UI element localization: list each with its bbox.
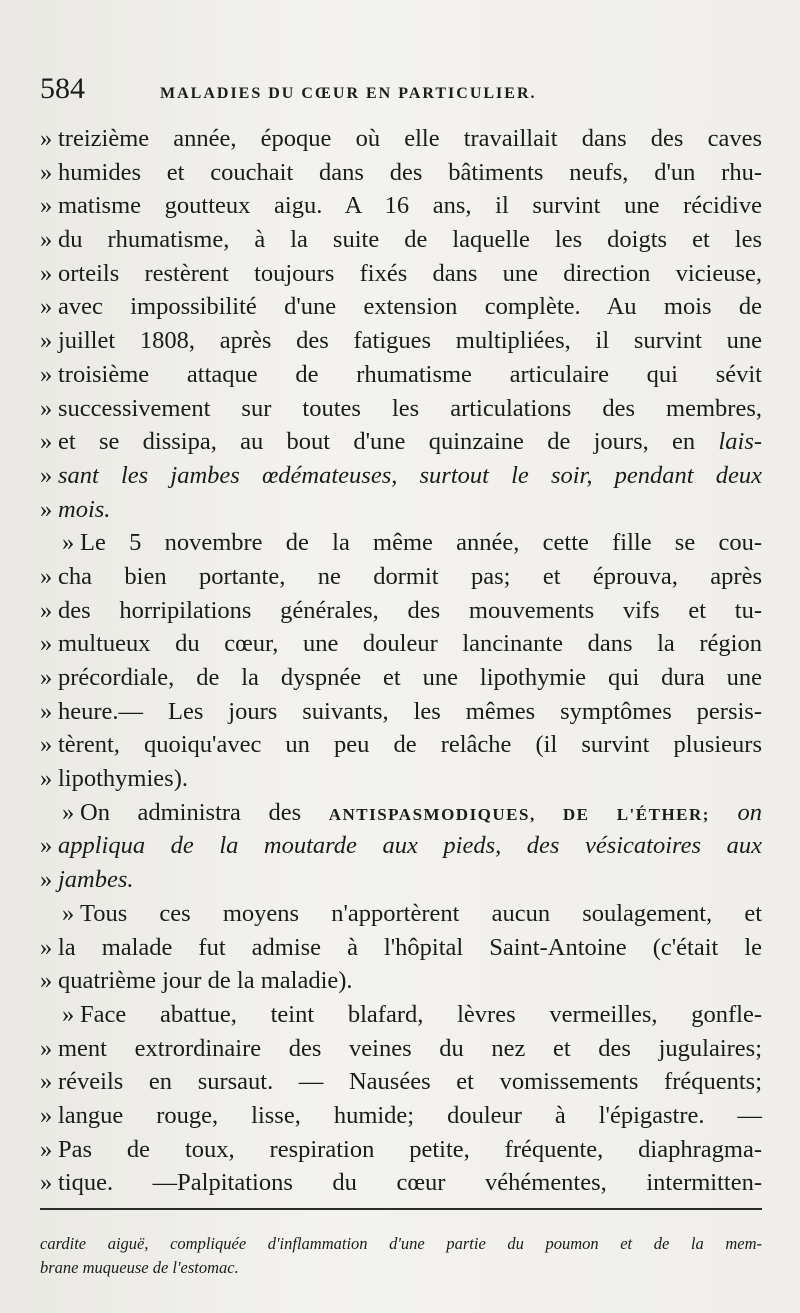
body-text [40,122,762,1200]
text-line: » cha bien portante, ne dormit pas; et éprouva, après [40,560,762,594]
quote-mark: » [40,697,53,725]
quote-mark: » [40,192,53,220]
quote-mark: » [40,394,53,422]
quote-mark: » [40,967,53,995]
quote-mark: » [40,933,53,961]
quote-mark: » [40,428,53,456]
text-line: » orteils restèrent toujours fixés dans une direction vicieuse, [40,257,762,291]
quote-mark: » [40,293,53,321]
footnote-divider [40,1208,762,1210]
text-line: » multueux du cœur, une douleur lancinante dans la région [40,627,762,661]
text-line: » heure.— Les jours suivants, les mêmes symptômes persis- [40,695,762,729]
text-line: » jambes. [40,863,762,897]
quote-mark: » [62,529,75,557]
footnote [40,1232,762,1280]
quote-mark: » [40,1034,53,1062]
quote-mark: » [40,1101,53,1129]
text-line: » lipothymies). [40,762,762,796]
text-line: » ment extrordinaire des veines du nez et des jugulaires; [40,1032,762,1066]
text-line: » langue rouge, lisse, humide; douleur à l'épigastre. — [40,1099,762,1133]
quote-mark: » [40,832,53,860]
quote-mark: » [40,596,53,624]
text-line: » On administra des ANTISPASMODIQUES, DE L'ÉTHER; on [40,796,762,830]
quote-mark: » [40,461,53,489]
text-line: » réveils en sursaut. — Nausées et vomissements fréquents; [40,1065,762,1099]
text-line: » tique. —Palpitations du cœur véhémentes, intermitten- [40,1166,762,1200]
text-line: » avec impossibilité d'une extension complète. Au mois de [40,290,762,324]
quote-mark: » [40,866,53,894]
text-line: » Face abattue, teint blafard, lèvres vermeilles, gonfle- [40,998,762,1032]
text-line: » juillet 1808, après des fatigues multipliées, il survint une [40,324,762,358]
text-line: » humides et couchait dans des bâtiments neufs, d'un rhu- [40,156,762,190]
quote-mark: » [40,226,53,254]
quote-mark: » [40,664,53,691]
footnote-line: brane muqueuse de l'estomac. [40,1258,239,1277]
page-number: 584 [40,72,85,105]
quote-mark: » [62,1000,75,1028]
page-header [40,72,762,122]
quote-mark: » [40,495,53,523]
text-line: » Pas de toux, respiration petite, fréquente, diaphragma- [40,1133,762,1167]
text-line: » appliqua de la moutarde aux pieds, des vésicatoires aux [40,829,762,863]
text-line: » des horripilations générales, des mouvements vifs et tu- [40,594,762,628]
text-line: » Le 5 novembre de la même année, cette fille se cou- [40,526,762,560]
footnote-line: cardite aiguë, compliquée d'inflammation d'une partie du poumon et de la mem- [40,1234,762,1253]
quote-mark: » [40,1135,53,1163]
quote-mark: » [40,327,53,355]
text-line: » matisme goutteux aigu. A 16 ans, il survint une récidive [40,189,762,223]
text-line: » précordiale, de la dyspnée et une lipothymie qui dura une [40,661,762,695]
quote-mark: » [40,765,53,793]
quote-mark: » [40,125,53,152]
quote-mark: » [40,360,53,388]
text-line: » du rhumatisme, à la suite de laquelle les doigts et les [40,223,762,257]
running-title: MALADIES DU CŒUR EN PARTICULIER. [160,85,537,102]
text-line: » tèrent, quoiqu'avec un peu de relâche (il survint plusieurs [40,728,762,762]
quote-mark: » [62,798,75,826]
quote-mark: » [40,1068,53,1096]
quote-mark: » [40,1169,53,1197]
text-line: » mois. [40,493,762,527]
quote-mark: » [40,731,53,759]
text-line: » successivement sur toutes les articulations des membres, [40,392,762,426]
quote-mark: » [40,259,53,287]
text-line: » treizième année, époque où elle travaillait dans des caves [40,122,762,156]
text-line: » troisième attaque de rhumatisme articulaire qui sévit [40,358,762,392]
text-line: » et se dissipa, au bout d'une quinzaine de jours, en lais- [40,425,762,459]
quote-mark: » [40,630,53,658]
text-line: » Tous ces moyens n'apportèrent aucun soulagement, et [40,897,762,931]
text-line: » sant les jambes œdémateuses, surtout le soir, pendant deux [40,459,762,493]
text-line: » quatrième jour de la maladie). [40,964,762,998]
text-line: » la malade fut admise à l'hôpital Saint-Antoine (c'était le [40,931,762,965]
quote-mark: » [40,562,53,590]
quote-mark: » [62,899,75,927]
quote-mark: » [40,158,53,186]
